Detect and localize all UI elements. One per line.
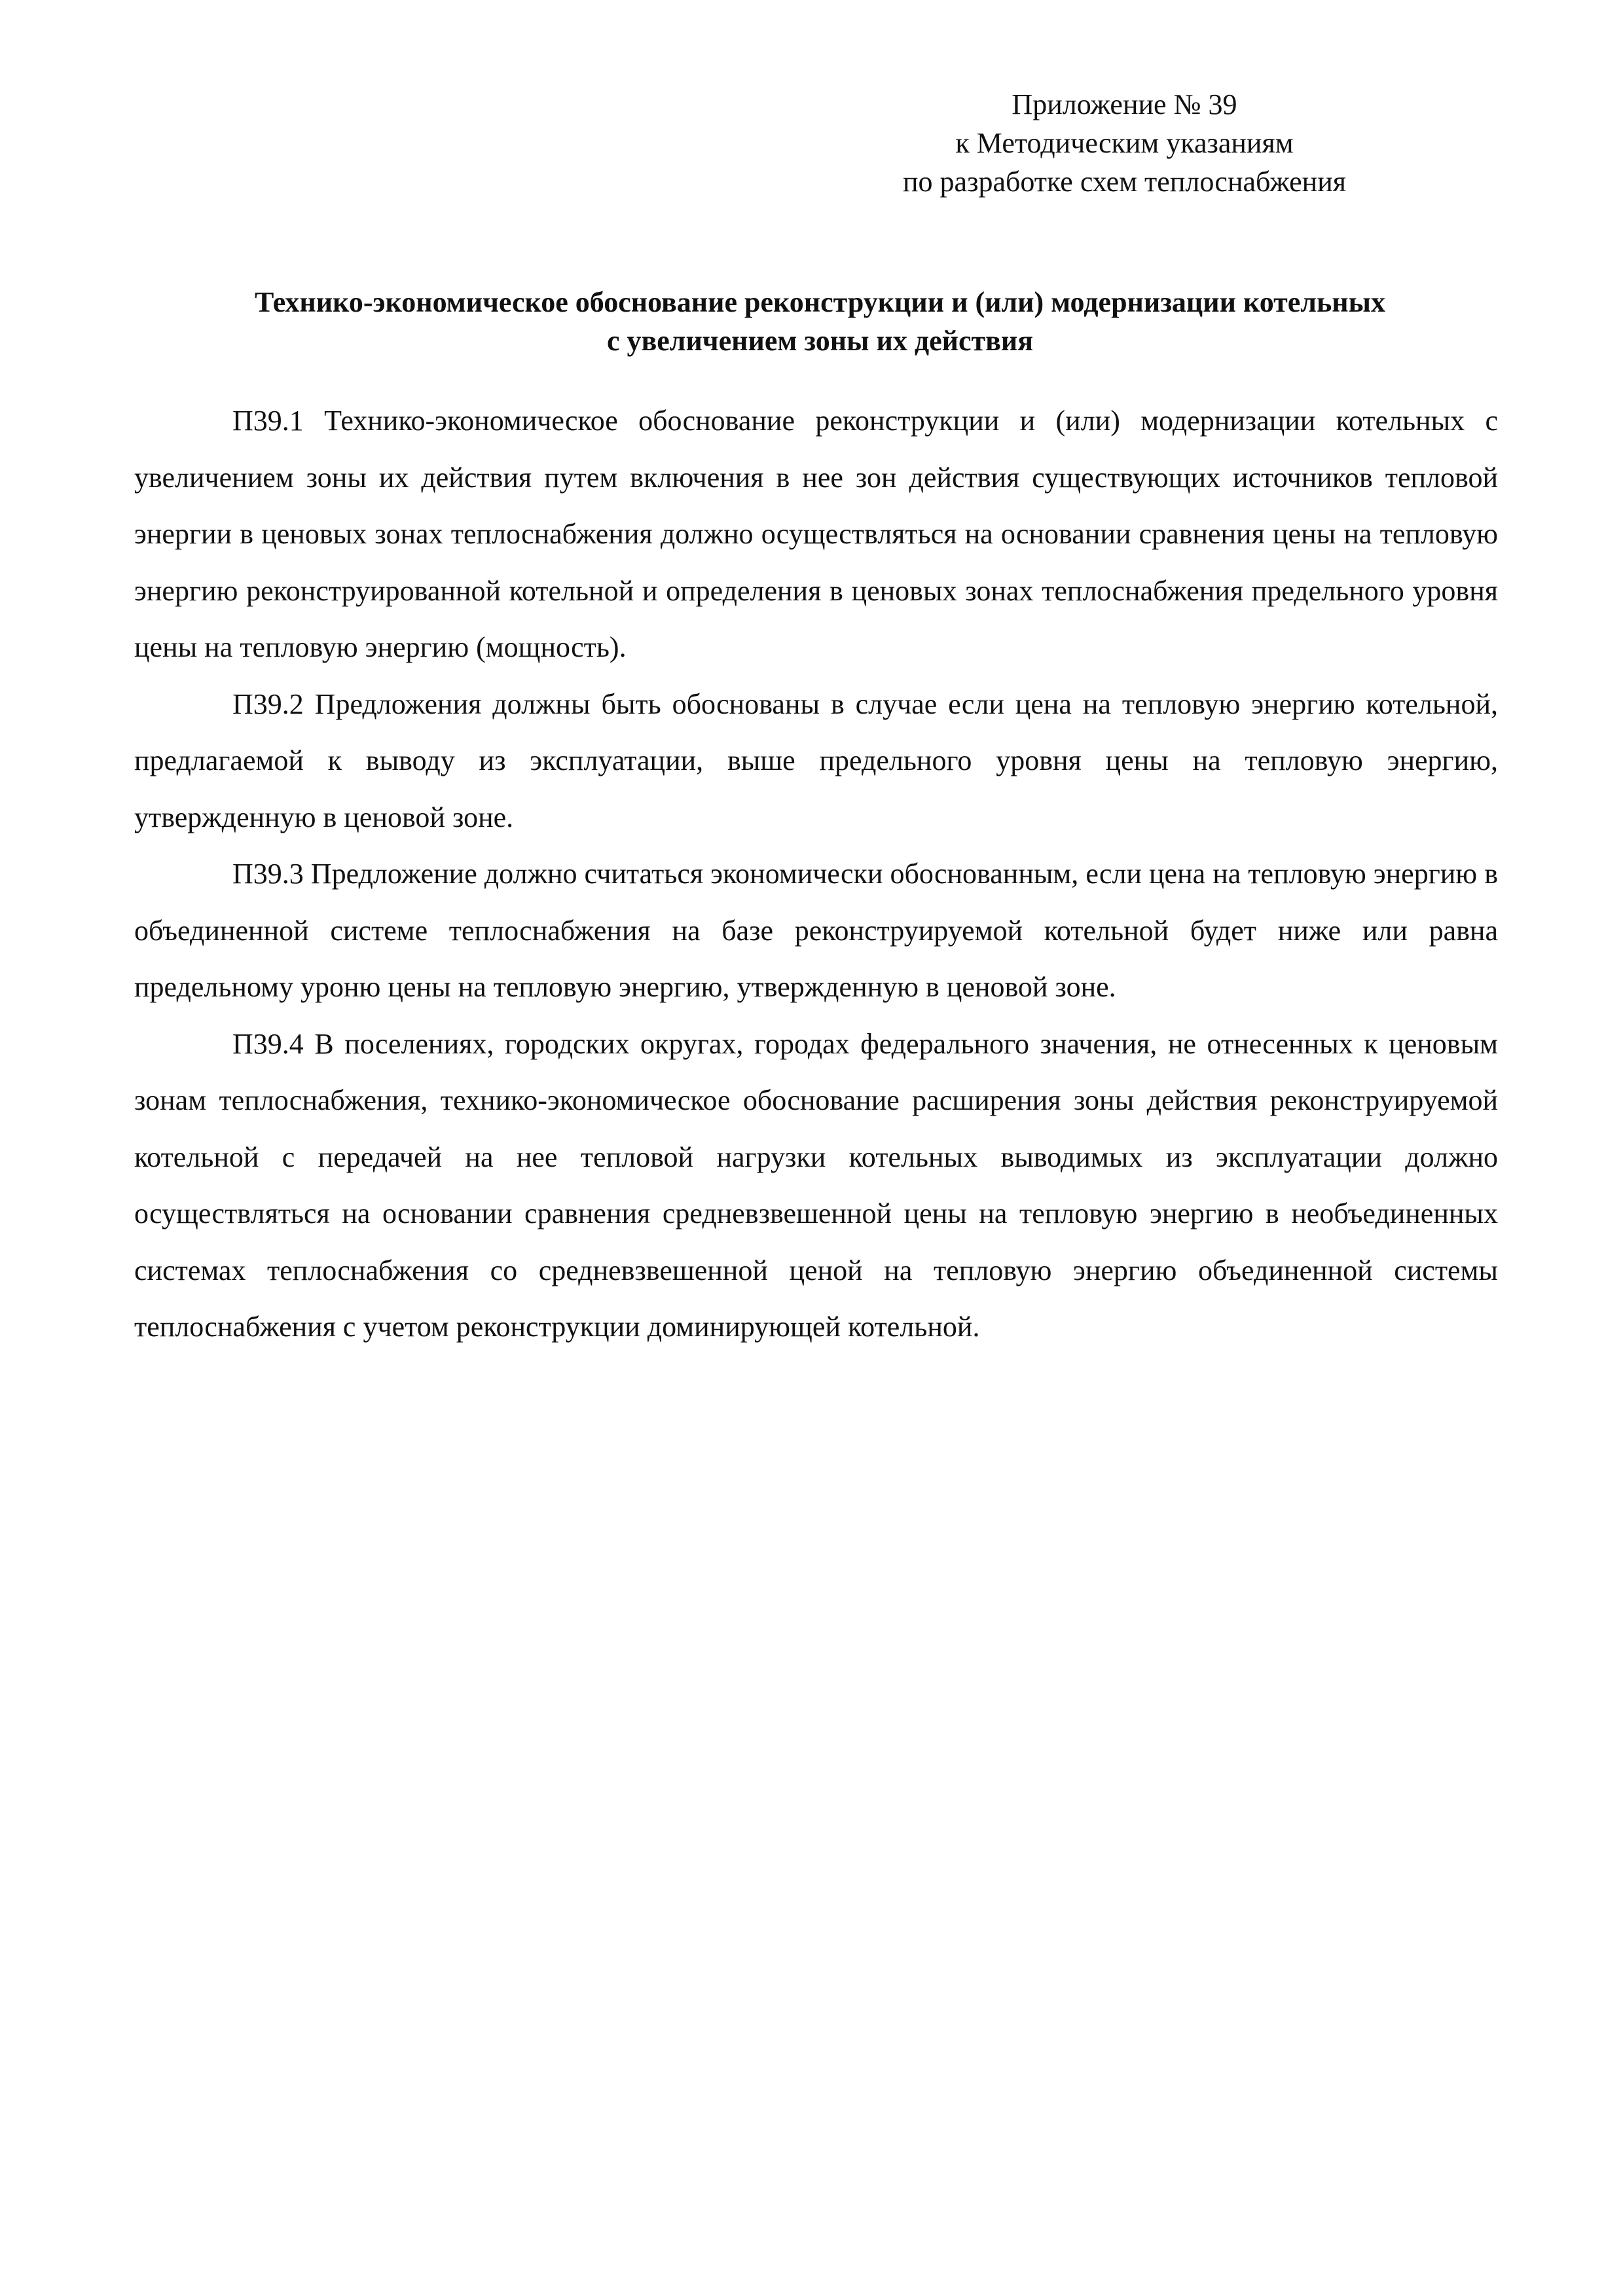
appendix-subject: по разработке схем теплоснабжения — [903, 166, 1346, 198]
appendix-reference: к Методическим указаниям — [955, 127, 1294, 159]
paragraph-p39-1: П39.1 Технико-экономическое обоснование реконструкции и (или) модернизации котельных с увеличением зоны их действия путем включения в нее зон действия существующих источников тепловой энергии в ценовых зонах теплоснабжения должно осуществляться на основании сравнения цены на тепловую энергию реконструированной котельной и определения в ценовых зонах теплоснабжения предельного уровня цены на тепловую энергию (мощность). — [134, 405, 1498, 663]
title-line-1: Технико-экономическое обоснование реконструкции и (или) модернизации котельных — [255, 286, 1385, 318]
document-body — [134, 393, 1498, 1356]
title-line-2: с увеличением зоны их действия — [606, 325, 1034, 357]
paragraph-p39-3: П39.3 Предложение должно считаться экономически обоснованным, если цена на тепловую энергию в объединенной системе теплоснабжения на базе реконструируемой котельной будет ниже или равна предельному уроню цены на тепловую энергию, утвержденную в ценовой зоне. — [134, 858, 1498, 1003]
paragraph-p39-2: П39.2 Предложения должны быть обоснованы в случае если цена на тепловую энергию котельной, предлагаемой к выводу из эксплуатации, выше предельного уровня цены на тепловую энергию, утвержденную в ценовой зоне. — [134, 687, 1498, 833]
appendix-number: Приложение № 39 — [1012, 88, 1237, 120]
document-title — [131, 283, 1509, 360]
appendix-header — [851, 85, 1398, 201]
paragraph-p39-4: П39.4 В поселениях, городских округах, городах федерального значения, не отнесенных к ценовым зонам теплоснабжения, технико-экономическое обоснование расширения зоны действия реконструируемой котельной с передачей на нее тепловой нагрузки котельных выводимых из эксплуатации должно осуществляться на основании сравнения средневзвешенной цены на тепловую энергию в необъединенных системах теплоснабжения со средневзвешенной ценой на тепловую энергию объединенной системы теплоснабжения с учетом реконструкции доминирующей котельной. — [134, 1027, 1498, 1343]
